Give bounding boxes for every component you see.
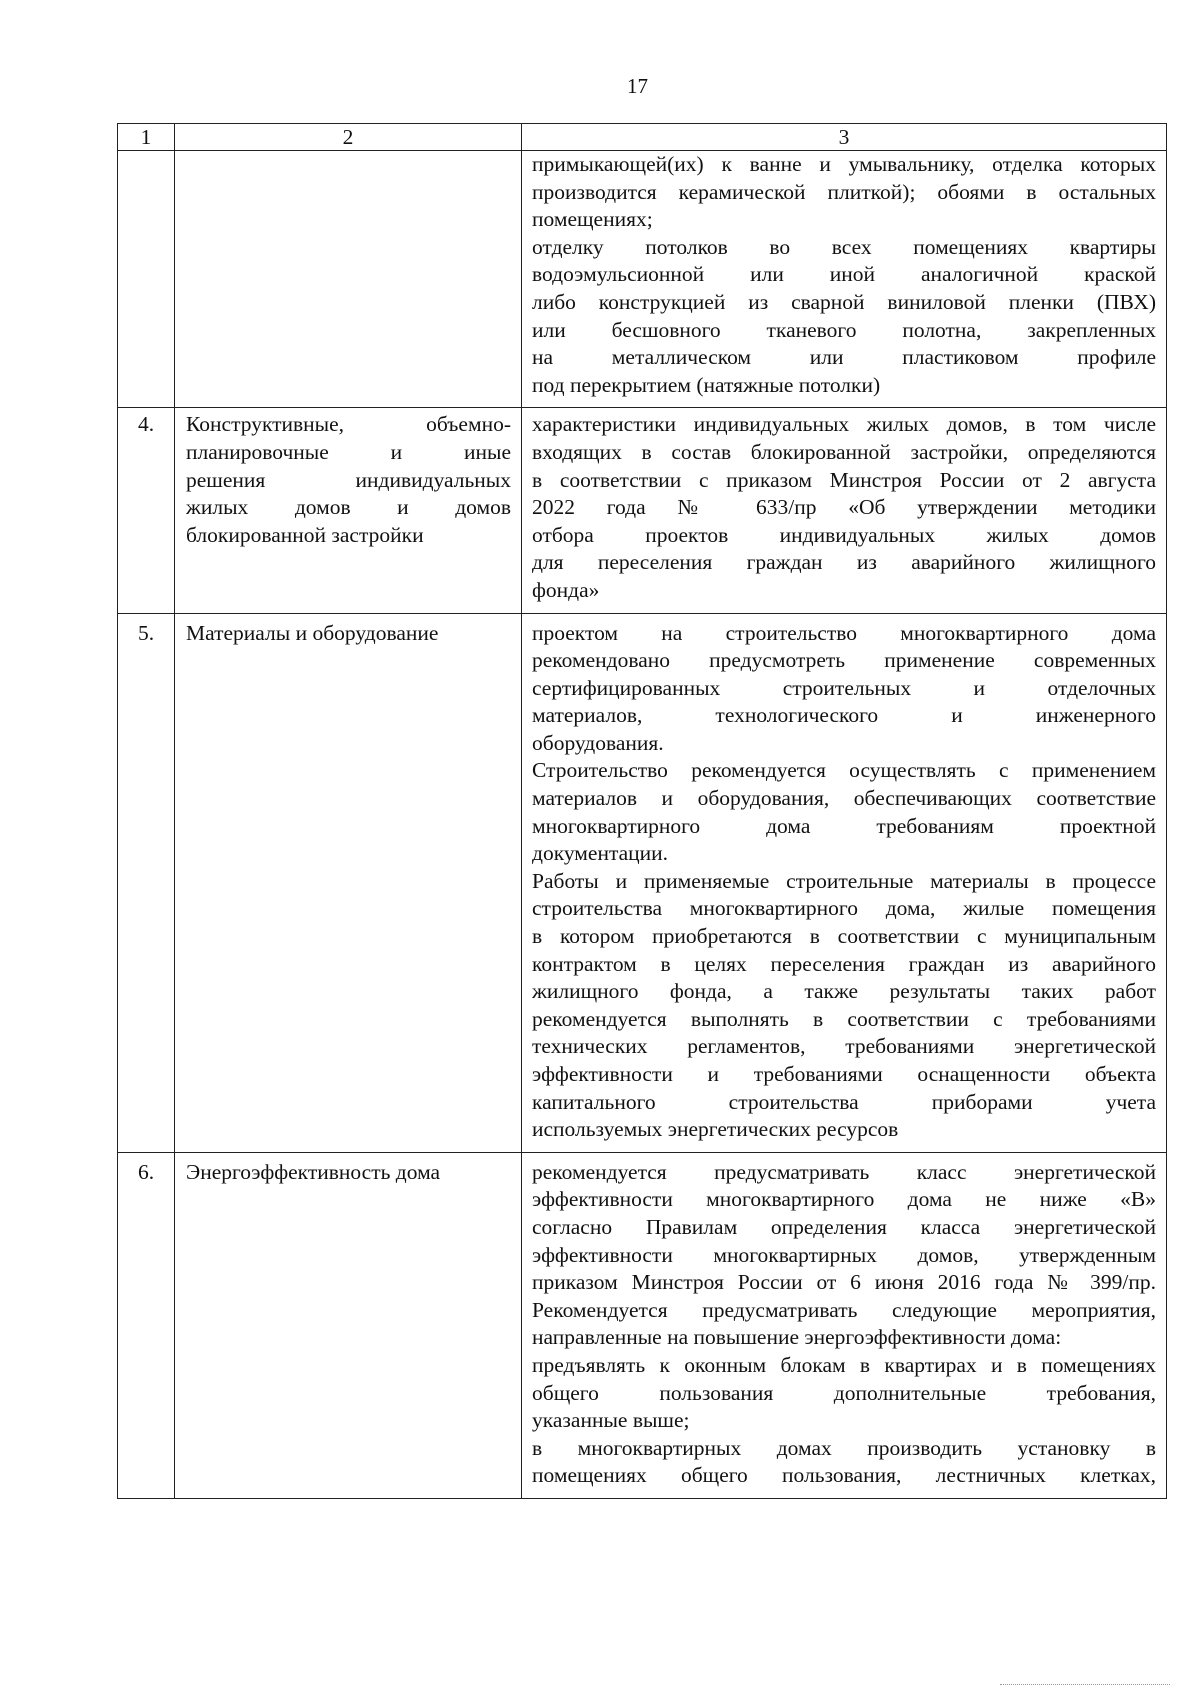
text-line: эффективности многоквартирного дома не ниже «B» (532, 1187, 1156, 1212)
text-line: 2022 года № 633/пр «Об утверждении методики (532, 495, 1156, 520)
row-name (175, 613, 522, 1152)
text-line: контрактом в целях переселения граждан из аварийного (532, 951, 1156, 976)
text-line: отбора проектов индивидуальных жилых домов (532, 522, 1156, 547)
text-line: многоквартирного дома требованиям проектной (532, 813, 1156, 838)
row-description (522, 1152, 1167, 1498)
header-col-2: 2 (175, 124, 522, 151)
text-line: эффективности многоквартирных домов, утвержденным (532, 1242, 1156, 1267)
row-number: 6. (118, 1152, 175, 1498)
text-line: фонда» (532, 577, 600, 602)
text-line: рекомендуется выполнять в соответствии с требованиями (532, 1006, 1156, 1031)
text-line: помещениях; (532, 207, 653, 232)
text-line: приказом Минстроя России от 6 июня 2016 года № 399/пр. (532, 1270, 1156, 1295)
text-line: эффективности и требованиями оснащенности объекта (532, 1062, 1156, 1086)
row-description (522, 613, 1167, 1152)
row-number (118, 151, 175, 408)
text-line: входящих в состав блокированной застройки, определяются (532, 439, 1156, 464)
text-line: в котором приобретаются в соответствии с муниципальным (532, 924, 1156, 949)
text-line: строительства многоквартирного дома, жилые помещения (532, 896, 1156, 921)
text-line: оборудования. (532, 730, 664, 755)
text-line: решения индивидуальных (186, 467, 511, 492)
text-line: Материалы и оборудование (186, 620, 439, 645)
text-line: указанные выше; (532, 1408, 690, 1433)
text-line: материалов и оборудования, обеспечивающих соответствие (532, 786, 1156, 811)
text-line: Энергоэффективность дома (186, 1159, 441, 1184)
table-row-5 (118, 613, 1167, 1152)
row-description (522, 408, 1167, 613)
row-number: 5. (118, 613, 175, 1152)
text-line: Рекомендуется предусматривать следующие мероприятия, (532, 1297, 1156, 1322)
text-line: направленные на повышение энергоэффективности дома: (532, 1325, 1062, 1350)
text-line: на металлическом или пластиковом профиле (532, 345, 1156, 370)
text-line: в соответствии с приказом Минстроя России от 2 августа (532, 467, 1156, 492)
table-row-4 (118, 408, 1167, 613)
text-line: рекомендуется предусматривать класс энергетической (532, 1159, 1156, 1184)
text-line: проектом на строительство многоквартирного дома (532, 620, 1156, 645)
text-line: блокированной застройки (186, 522, 424, 547)
row-description (522, 151, 1167, 408)
page-number: 17 (627, 74, 648, 98)
row-name (175, 151, 522, 408)
text-line: Работы и применяемые строительные материалы в процессе (532, 868, 1156, 893)
text-line: характеристики индивидуальных жилых домов, в том числе (532, 412, 1156, 437)
text-line: документации. (532, 841, 669, 866)
row-name (175, 1152, 522, 1498)
text-line: общего пользования дополнительные требования, (532, 1380, 1156, 1405)
text-line: сертифицированных строительных и отделочных (532, 675, 1156, 700)
text-line: Строительство рекомендуется осуществлять с применением (532, 758, 1156, 783)
text-line: жилых домов и домов (186, 495, 511, 520)
table-row-continuation (118, 151, 1167, 408)
row-number: 4. (118, 408, 175, 613)
requirements-table (117, 123, 1167, 1499)
text-line: планировочные и иные (186, 439, 511, 464)
text-line: для переселения граждан из аварийного жилищного (532, 550, 1156, 575)
text-line: согласно Правилам определения класса энергетической (532, 1214, 1156, 1239)
header-col-3: 3 (522, 124, 1167, 151)
text-line: рекомендовано предусмотреть применение современных (532, 648, 1156, 673)
text-line: водоэмульсионной или иной аналогичной краской (532, 262, 1156, 287)
text-line: в многоквартирных домах производить установку в (532, 1435, 1156, 1460)
text-line: технических регламентов, требованиями энергетической (532, 1034, 1156, 1059)
footer-rule (1000, 1684, 1170, 1686)
text-line: жилищного фонда, а также результаты таких работ (532, 979, 1156, 1004)
text-line: либо конструкцией из сварной виниловой пленки (ПВХ) (532, 289, 1156, 314)
table-header-row (118, 124, 1167, 151)
text-line: используемых энергетических ресурсов (532, 1117, 899, 1142)
text-line: предъявлять к оконным блокам в квартирах и в помещениях (532, 1352, 1156, 1377)
text-line: Конструктивные, объемно- (186, 412, 511, 437)
text-line: под перекрытием (натяжные потолки) (532, 372, 881, 397)
text-line: материалов, технологического и инженерного (532, 703, 1156, 728)
text-line: помещениях общего пользования, лестничных клетках, (532, 1463, 1156, 1488)
table-row-6 (118, 1152, 1167, 1498)
text-line: отделку потолков во всех помещениях квартиры (532, 234, 1156, 259)
text-line: примыкающей(их) к ванне и умывальнику, отделка которых (532, 152, 1156, 176)
text-line: производится керамической плиткой); обоями в остальных (532, 179, 1156, 204)
text-line: капитального строительства приборами учета (532, 1089, 1156, 1114)
row-name (175, 408, 522, 613)
header-col-1: 1 (118, 124, 175, 151)
text-line: или бесшовного тканевого полотна, закрепленных (532, 317, 1156, 342)
